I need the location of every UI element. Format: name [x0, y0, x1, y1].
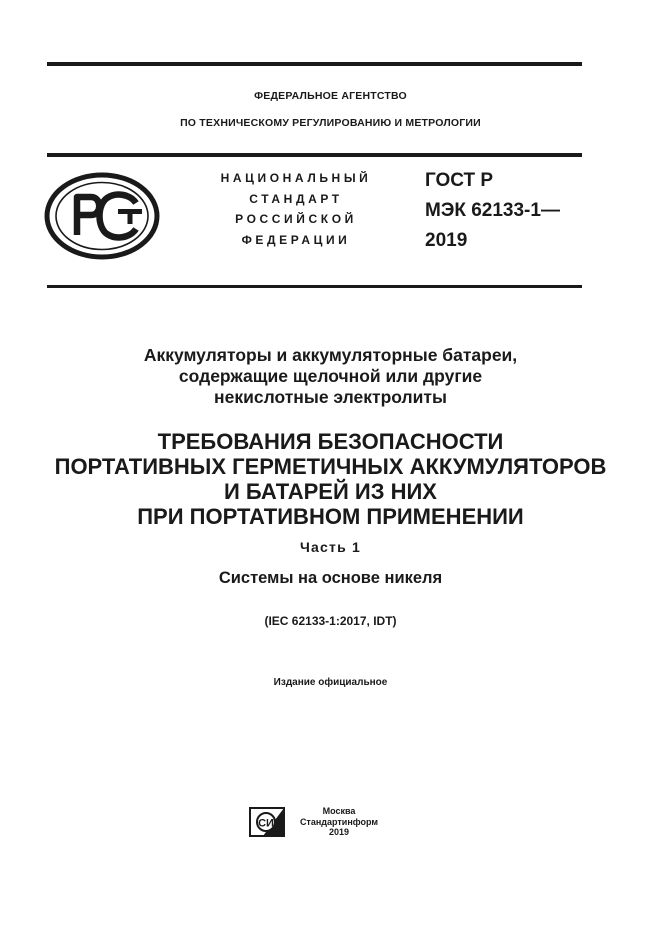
national-line-4: ФЕДЕРАЦИИ — [241, 233, 351, 248]
publisher-logo — [249, 807, 285, 837]
standard-designation — [425, 166, 595, 256]
header-rule — [47, 153, 582, 157]
designation-line-1: ГОСТ Р — [425, 170, 494, 191]
iec-reference: (IEC 62133-1:2017, IDT) — [264, 614, 397, 628]
national-line-3: РОССИЙСКОЙ — [235, 212, 357, 227]
part-title: Системы на основе никеля — [218, 569, 443, 587]
subtitle-line-2: содержащие щелочной или другие — [178, 366, 483, 386]
national-standard-label — [196, 168, 396, 251]
title-line-4: ПРИ ПОРТАТИВНОМ ПРИМЕНЕНИИ — [137, 504, 524, 529]
designation-line-3: 2019 — [425, 230, 468, 251]
rst-certification-logo — [44, 172, 160, 260]
document-title — [0, 429, 661, 529]
part-number: Часть 1 — [300, 539, 361, 555]
edition-label: Издание официальное — [273, 677, 388, 688]
publisher-name: Стандартинформ — [299, 816, 379, 827]
publisher-city: Москва — [322, 806, 356, 816]
title-line-1: ТРЕБОВАНИЯ БЕЗОПАСНОСТИ — [157, 429, 504, 454]
publisher-year: 2019 — [328, 827, 350, 837]
subtitle-line-1: Аккумуляторы и аккумуляторные батареи, — [143, 345, 518, 365]
national-line-2: СТАНДАРТ — [249, 191, 343, 206]
agency-line-2: ПО ТЕХНИЧЕСКОМУ РЕГУЛИРОВАНИЮ И МЕТРОЛОГИИ — [180, 117, 481, 129]
title-line-3: И БАТАРЕЙ ИЗ НИХ — [224, 479, 437, 504]
block-rule — [47, 285, 582, 288]
document-subtitle — [0, 345, 661, 408]
top-rule — [47, 62, 582, 66]
title-line-2: ПОРТАТИВНЫХ ГЕРМЕТИЧНЫХ АККУМУЛЯТОРОВ — [54, 454, 607, 479]
publisher-info — [296, 806, 382, 838]
publisher-logo-text: СИ — [258, 817, 274, 830]
agency-line-1: ФЕДЕРАЛЬНОЕ АГЕНТСТВО — [254, 90, 407, 102]
national-line-1: НАЦИОНАЛЬНЫЙ — [220, 171, 372, 185]
subtitle-line-3: некислотные электролиты — [214, 387, 447, 407]
designation-line-2: МЭК 62133-1— — [425, 200, 560, 221]
